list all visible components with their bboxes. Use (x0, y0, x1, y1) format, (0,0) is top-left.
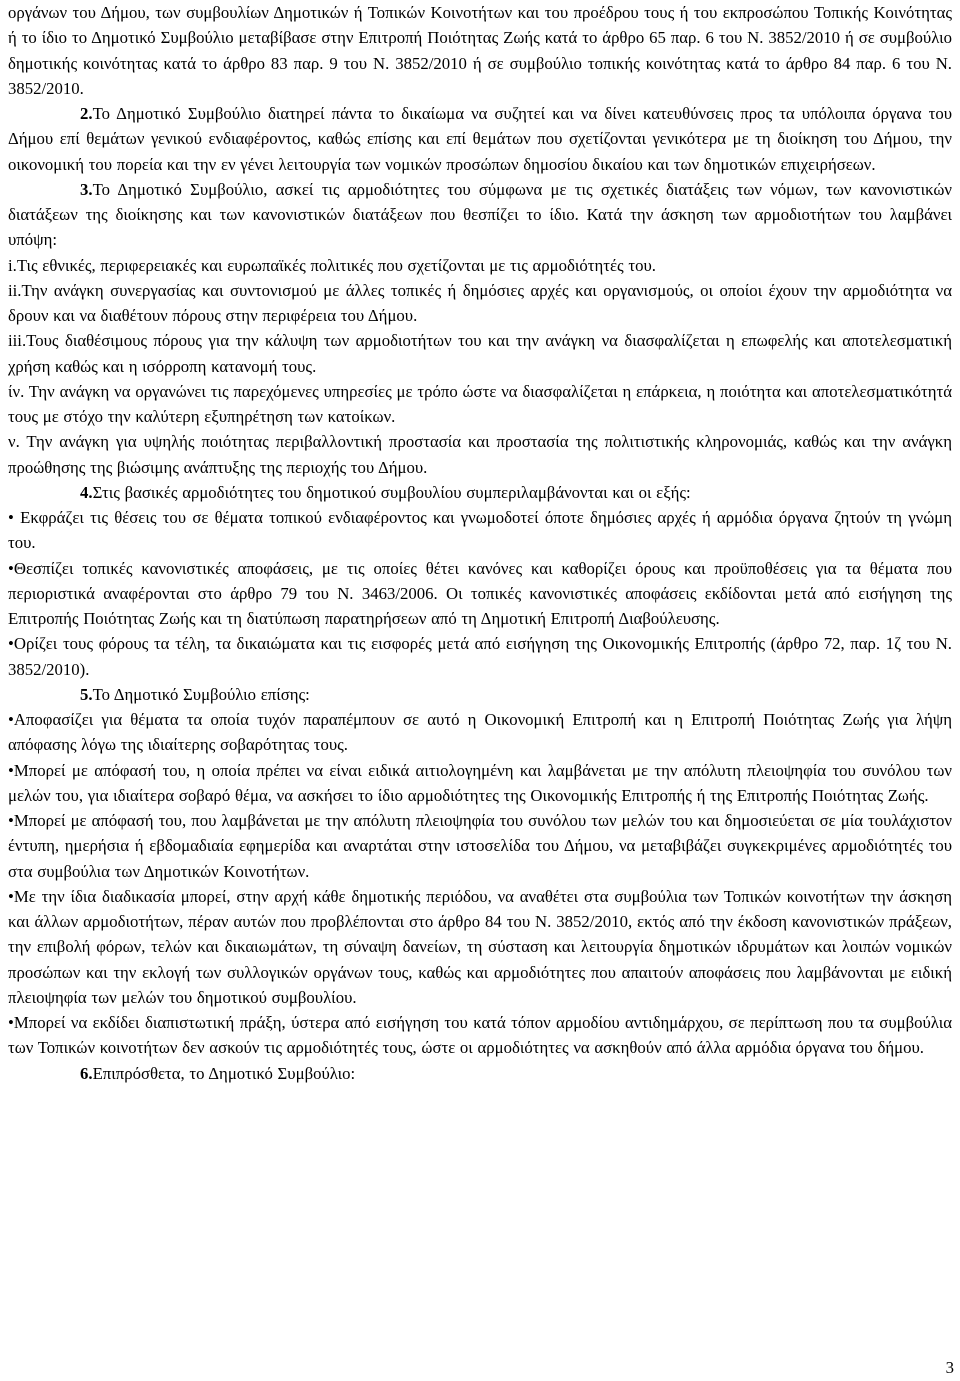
bullet-item (8, 808, 952, 884)
paragraph-text: • Εκφράζει τις θέσεις του σε θέματα τοπικού ενδιαφέροντος και γνωμοδοτεί όποτε δημόσιες αρχές ή αρμόδια όργανα ζητούν τη γνώμη του. (8, 508, 952, 553)
paragraph-text: Επιπρόσθετα, το Δημοτικό Συμβούλιο: (92, 1063, 356, 1083)
paragraph-text: ίν. Την ανάγκη να οργανώνει τις παρεχόμενες υπηρεσίες με τρόπο ώστε να διασφαλίζεται η επάρκεια, η ποιότητα και αποτελεσματικότητά τους με στόχο την καλύτερη εξυπηρέτηση των κατοίκων. (8, 381, 952, 426)
section-number: 2. (80, 104, 93, 123)
section-number: 5. (80, 684, 93, 704)
paragraph-section-5 (8, 682, 952, 707)
paragraph-text: •Ορίζει τους φόρους τα τέλη, τα δικαιώματα και τις εισφορές μετά από εισήγηση της Οικονομικής Επιτροπής (άρθρο 72, παρ. 1ζ του Ν. 3852/2010). (8, 634, 952, 679)
paragraph-text: iii.Τους διαθέσιμους πόρους για την κάλυψη των αρμοδιοτήτων του και την ανάγκη να διασφαλίζεται η επωφελής και αποτελεσματική χρήση καθώς και η ισόρροπη κατανομή τους. (8, 331, 952, 376)
list-item-iii (8, 328, 952, 379)
bullet-item (8, 631, 952, 682)
paragraph-section-3 (8, 177, 952, 253)
paragraph-text: ν. Την ανάγκη για υψηλής ποιότητας περιβαλλοντική προστασία και προστασία της πολιτιστικής κληρονομιάς, καθώς και την ανάγκη προώθησης της βιώσιμης ανάπτυξης της περιοχής του Δήμου. (8, 432, 952, 477)
paragraph-text: i.Τις εθνικές, περιφερειακές και ευρωπαϊκές πολιτικές που σχετίζονται με τις αρμοδιότητές του. (8, 255, 656, 275)
bullet-item (8, 505, 952, 556)
paragraph-section-4 (8, 480, 952, 505)
list-item-iv (8, 379, 952, 430)
section-number: 4. (80, 482, 93, 502)
paragraph-section-6 (8, 1061, 952, 1086)
paragraph-text: •Με την ίδια διαδικασία μπορεί, στην αρχή κάθε δημοτικής περιόδου, να αναθέτει στα συμβούλια των Τοπικών κοινοτήτων την άσκηση και άλλων αρμοδιοτήτων, πέραν αυτών που προβλέπονται στο άρθρο 84 του Ν. 3852/2010, εκτός από την έκδοση κανονιστικών πράξεων, την επιβολή φόρων, τελών και δικαιωμάτων, τη σύναψη δανείων, τη σύσταση και λειτουργία δημοτικών ιδρυμάτων και λοιπών νομικών προσώπων και την εκλογή των συλλογικών οργάνων τους, καθώς και αρμοδιότητες που απαιτούν αποφάσεις που λαμβάνονται με ειδική πλειοψηφία των μελών του δημοτικού συμβουλίου. (8, 886, 952, 1007)
paragraph-text: ii.Την ανάγκη συνεργασίας και συντονισμού με άλλες τοπικές ή δημόσιες αρχές και οργανισμούς, οι οποίοι έχουν την αρμοδιότητα να δρουν και να διαθέτουν πόρους στην περιφέρεια του Δήμου. (8, 280, 952, 325)
paragraph-continuation (8, 0, 952, 101)
paragraph-text: Στις βασικές αρμοδιότητες του δημοτικού συμβουλίου συμπεριλαμβάνονται και οι εξής: (92, 482, 691, 502)
paragraph-section-2 (8, 101, 952, 177)
page-number: 3 (945, 1358, 954, 1377)
bullet-item (8, 556, 952, 632)
paragraph-text: •Μπορεί με απόφασή του, η οποία πρέπει να είναι ειδικά αιτιολογημένη και λαμβάνεται με την απόλυτη πλειοψηφία του συνόλου των μελών του, για ιδιαίτερα σοβαρό θέμα, να ασκήσει το ίδιο αρμοδιότητες της Οικονομικής Επιτροπής ή της Επιτροπής Ποιότητας Ζωής. (8, 760, 952, 805)
paragraph-text: Το Δημοτικό Συμβούλιο επίσης: (92, 684, 310, 704)
paragraph-text: Το Δημοτικό Συμβούλιο, ασκεί τις αρμοδιότητες του σύμφωνα με τις σχετικές διατάξεις των νόμων, των κανονιστικών διατάξεων της διοίκησης και των κανονιστικών διατάξεων που θεσπίζει το ίδιο. Κατά την άσκηση των αρμοδιοτήτων του λαμβάνει υπόψη: (8, 179, 952, 250)
list-item-v (8, 429, 952, 480)
bullet-item (8, 707, 952, 758)
bullet-item (8, 884, 952, 1010)
paragraph-text: •Μπορεί με απόφασή του, που λαμβάνεται με την απόλυτη πλειοψηφία του συνόλου των μελών του και δημοσιεύεται σε μία τουλάχιστον έντυπη, ημερήσια ή εβδομαδιαία εφημερίδα και αναρτάται στην ιστοσελίδα του Δήμου, να μεταβιβάζει συγκεκριμένες αρμοδιότητές του στα συμβούλια των Δημοτικών Κοινοτήτων. (8, 811, 952, 881)
paragraph-text: •Θεσπίζει τοπικές κανονιστικές αποφάσεις, με τις οποίες θέτει κανόνες και καθορίζει όρους και προϋποθέσεις για τα θέματα που περιοριστικά αναφέρονται στο άρθρο 79 του Ν. 3463/2006. Οι τοπικές κανονιστικές αποφάσεις εκδίδονται μετά από εισήγηση της Επιτροπής Ποιότητας Ζωής και τη διατύπωση παρατηρήσεων από τη Δημοτική Επιτροπή Διαβούλευσης. (8, 558, 952, 628)
bullet-item (8, 1010, 952, 1061)
bullet-item (8, 758, 952, 809)
list-item-ii (8, 278, 952, 329)
document-page (8, 0, 952, 1086)
paragraph-text: Το Δημοτικό Συμβούλιο διατηρεί πάντα το δικαίωμα να συζητεί και να δίνει κατευθύνσεις προς τα υπόλοιπα όργανα του Δήμου επί θεμάτων γενικού ενδιαφέροντος, καθώς επίσης και επί θεμάτων που σχετίζονται γενικότερα με τη διοίκηση του Δήμου, την οικονομική του πορεία και την εν γένει λειτουργία των νομικών προσώπων δημοσίου δικαίου και των δημοτικών επιχειρήσεων. (8, 104, 952, 174)
paragraph-text: •Μπορεί να εκδίδει διαπιστωτική πράξη, ύστερα από εισήγηση του κατά τόπον αρμοδίου αντιδημάρχου, σε περίπτωση που τα συμβούλια των Τοπικών κοινοτήτων δεν ασκούν τις αρμοδιότητές τους, ώστε οι αρμοδιότητες να ασκηθούν από άλλα αρμόδια όργανα του δήμου. (8, 1013, 952, 1058)
section-number: 3. (80, 179, 93, 199)
paragraph-text: •Αποφασίζει για θέματα τα οποία τυχόν παραπέμπουν σε αυτό η Οικονομική Επιτροπή και η Επιτροπή Ποιότητας Ζωής για λήψη απόφασης λόγω της ιδιαίτερης σοβαρότητας τους. (8, 710, 952, 755)
paragraph-text: οργάνων του Δήμου, των συμβουλίων Δημοτικών ή Τοπικών Κοινοτήτων και του προέδρου τους ή του εκπροσώπου Τοπικής Κοινότητας ή το ίδιο το Δημοτικό Συμβούλιο μεταβίβασε στην Επιτροπή Ποιότητας Ζωής κατά το άρθρο 65 παρ. 6 του Ν. 3852/2010 ή σε συμβούλιο δημοτικής κοινότητας κατά το άρθρο 83 παρ. 9 του Ν. 3852/2010 ή σε συμβούλιο τοπικής κοινότητας κατά το άρθρο 84 παρ. 6 του Ν. 3852/2010. (8, 3, 952, 98)
section-number: 6. (80, 1063, 93, 1083)
list-item-i (8, 253, 952, 278)
